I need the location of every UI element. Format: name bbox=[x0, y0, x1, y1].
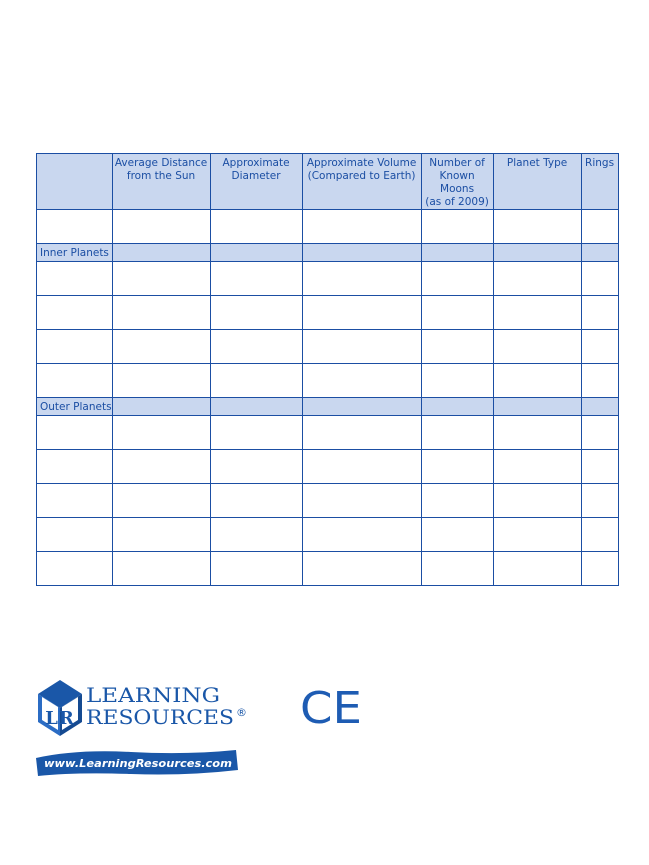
table-cell bbox=[302, 450, 421, 484]
table-cell bbox=[421, 484, 493, 518]
website-banner bbox=[36, 750, 238, 776]
table-cell bbox=[581, 484, 618, 518]
table-cell bbox=[302, 416, 421, 450]
table-cell bbox=[493, 330, 581, 364]
table-cell bbox=[112, 484, 210, 518]
table-cell bbox=[210, 518, 302, 552]
lr-cube-icon bbox=[38, 680, 82, 736]
table-cell bbox=[421, 450, 493, 484]
logo-line-resources: RESOURCES bbox=[86, 705, 234, 729]
table-row bbox=[37, 262, 619, 296]
table-cell bbox=[493, 416, 581, 450]
table-cell bbox=[493, 364, 581, 398]
table-cell bbox=[302, 262, 421, 296]
logo-line-learning: LEARNING bbox=[86, 683, 220, 707]
table-cell bbox=[112, 364, 210, 398]
table-cell bbox=[581, 296, 618, 330]
table-cell bbox=[302, 244, 421, 262]
header-planet-blank bbox=[37, 154, 113, 210]
section-row-inner-planets bbox=[37, 244, 619, 262]
table-cell bbox=[37, 416, 113, 450]
table-cell bbox=[210, 450, 302, 484]
table-cell bbox=[581, 416, 618, 450]
table-cell bbox=[581, 330, 618, 364]
table-cell bbox=[421, 210, 493, 244]
table-row bbox=[37, 518, 619, 552]
table-cell bbox=[581, 262, 618, 296]
table-cell bbox=[37, 330, 113, 364]
table-cell bbox=[112, 450, 210, 484]
header-known-moons: Number of Known Moons (as of 2009) bbox=[421, 154, 493, 210]
table-cell bbox=[112, 262, 210, 296]
table-cell bbox=[37, 484, 113, 518]
table-cell bbox=[210, 210, 302, 244]
header-rings: Rings bbox=[581, 154, 618, 210]
header-planet-type: Planet Type bbox=[493, 154, 581, 210]
table-cell bbox=[421, 244, 493, 262]
table-cell bbox=[37, 364, 113, 398]
table-row bbox=[37, 296, 619, 330]
table-cell bbox=[112, 210, 210, 244]
table-cell bbox=[210, 484, 302, 518]
table-cell bbox=[37, 262, 113, 296]
table-cell bbox=[493, 262, 581, 296]
table-cell bbox=[302, 210, 421, 244]
table-cell bbox=[112, 330, 210, 364]
ce-mark-icon bbox=[298, 683, 364, 729]
table-cell bbox=[302, 518, 421, 552]
table-cell bbox=[493, 450, 581, 484]
table-cell bbox=[581, 450, 618, 484]
table-cell bbox=[421, 330, 493, 364]
website-url: www.LearningResources.com bbox=[44, 757, 232, 770]
section-label-outer-planets: Outer Planets bbox=[37, 398, 113, 416]
table-cell bbox=[421, 296, 493, 330]
table-cell bbox=[581, 518, 618, 552]
table-cell bbox=[581, 398, 618, 416]
table-cell bbox=[210, 364, 302, 398]
table-cell bbox=[493, 484, 581, 518]
table-cell bbox=[581, 364, 618, 398]
table-cell bbox=[112, 518, 210, 552]
table-cell bbox=[302, 330, 421, 364]
table-cell bbox=[210, 552, 302, 586]
table-header-row bbox=[37, 154, 619, 210]
table-cell bbox=[421, 364, 493, 398]
table-cell bbox=[210, 244, 302, 262]
table-cell bbox=[112, 398, 210, 416]
logo-registered-mark: ® bbox=[236, 706, 247, 719]
table-cell bbox=[421, 518, 493, 552]
table-cell bbox=[493, 296, 581, 330]
table-cell bbox=[581, 244, 618, 262]
table-cell bbox=[210, 330, 302, 364]
table-cell bbox=[37, 450, 113, 484]
table-cell bbox=[37, 296, 113, 330]
table-cell bbox=[493, 552, 581, 586]
table-cell bbox=[421, 262, 493, 296]
table-row bbox=[37, 330, 619, 364]
table-cell bbox=[421, 552, 493, 586]
table-row bbox=[37, 484, 619, 518]
table-cell bbox=[421, 398, 493, 416]
table-cell bbox=[421, 416, 493, 450]
table-cell bbox=[210, 296, 302, 330]
table-row bbox=[37, 416, 619, 450]
table-cell bbox=[493, 518, 581, 552]
table-cell bbox=[493, 398, 581, 416]
section-label-inner-planets: Inner Planets bbox=[37, 244, 113, 262]
table-cell bbox=[112, 416, 210, 450]
learning-resources-logo bbox=[36, 672, 251, 782]
table-cell bbox=[210, 262, 302, 296]
table-cell bbox=[302, 484, 421, 518]
table-cell bbox=[37, 552, 113, 586]
table-cell bbox=[581, 552, 618, 586]
section-row-outer-planets bbox=[37, 398, 619, 416]
table-cell bbox=[112, 244, 210, 262]
table-cell bbox=[210, 398, 302, 416]
table-row bbox=[37, 450, 619, 484]
table-cell bbox=[37, 210, 113, 244]
table-row bbox=[37, 364, 619, 398]
table-cell bbox=[302, 364, 421, 398]
header-approximate-volume: Approximate Volume (Compared to Earth) bbox=[302, 154, 421, 210]
ce-mark-text: CE bbox=[300, 683, 362, 729]
table-cell bbox=[112, 296, 210, 330]
header-average-distance: Average Distance from the Sun bbox=[112, 154, 210, 210]
table-cell bbox=[493, 244, 581, 262]
table-row bbox=[37, 210, 619, 244]
table-row bbox=[37, 552, 619, 586]
table-cell bbox=[112, 552, 210, 586]
table-cell bbox=[493, 210, 581, 244]
table-cell bbox=[581, 210, 618, 244]
table-cell bbox=[37, 518, 113, 552]
table-cell bbox=[302, 296, 421, 330]
table-cell bbox=[302, 552, 421, 586]
planet-data-table bbox=[36, 153, 619, 586]
table-cell bbox=[302, 398, 421, 416]
table-cell bbox=[210, 416, 302, 450]
header-approximate-diameter: Approximate Diameter bbox=[210, 154, 302, 210]
logo-monogram: LR bbox=[45, 708, 75, 729]
